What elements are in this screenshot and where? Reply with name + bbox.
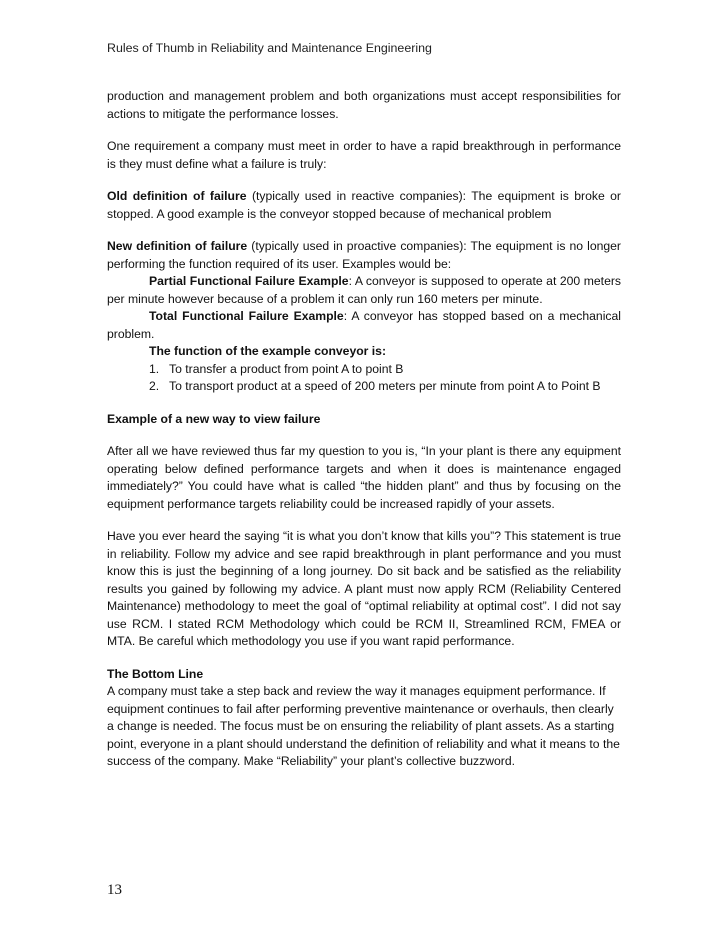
old-definition bbox=[107, 188, 621, 223]
total-failure-label: Total Functional Failure Example bbox=[149, 309, 344, 323]
paragraph-requirement: One requirement a company must meet in order to have a rapid breakthrough in performance is they must define what a failure is truly: bbox=[107, 139, 621, 171]
list-item-number: 2. bbox=[149, 379, 160, 393]
partial-failure-example bbox=[107, 273, 621, 308]
example-heading: Example of a new way to view failure bbox=[107, 411, 321, 426]
bottom-line-text: A company must take a step back and review the way it manages equipment performance. If equipment continues to fail after performing preventive maintenance or overhauls, then clearly a change is needed. The focus must be on ensuring the reliability of plant assets. As a starting point, everyone in a plant should understand the definition of reliability and what it means to the success of the company. Make “Reliability” your plant’s collective buzzword. bbox=[107, 684, 620, 768]
list-item-number: 1. bbox=[149, 361, 160, 376]
list-item bbox=[149, 361, 621, 379]
new-definition bbox=[107, 238, 621, 273]
page-number: 13 bbox=[107, 882, 122, 898]
total-failure-text: : A conveyor has stopped based on a mechanical problem. bbox=[107, 309, 621, 341]
partial-failure-label: Partial Functional Failure Example bbox=[149, 274, 349, 288]
bottom-line-heading: The Bottom Line bbox=[107, 666, 204, 681]
old-definition-text: (typically used in reactive companies): The equipment is broke or stopped. A good example is the conveyor stopped because of mechanical problem bbox=[107, 189, 621, 221]
new-definition-label: New definition of failure bbox=[107, 239, 248, 253]
paragraph-saying: Have you ever heard the saying “it is what you don’t know that kills you”? This statement is true in reliability. Follow my advice and see rapid breakthrough in plant performance and you must know this is just the beginning of a long journey. Do sit back and be satisfied as the reliability results you gained by following my advice. A plant must now apply RCM (Reliability Centered Maintenance) methodology to meet the goal of “optimal reliability at optimal cost”. I did not say use RCM. I stated RCM Methodology which could be RCM II, Streamlined RCM, FMEA or MTA. Be careful which methodology you use if you want rapid performance. bbox=[107, 529, 621, 648]
body-text bbox=[107, 88, 621, 786]
old-definition-label: Old definition of failure bbox=[107, 189, 247, 203]
paragraph-continuation: production and management problem and both organizations must accept responsibilities for actions to mitigate the performance losses. bbox=[107, 89, 621, 121]
list-item bbox=[149, 378, 621, 396]
list-item-text: To transfer a product from point A to point B bbox=[169, 361, 404, 376]
partial-failure-text: : A conveyor is supposed to operate at 200 meters per minute however because of a problem it can only run 160 meters per minute. bbox=[107, 274, 621, 306]
paragraph-question: After all we have reviewed thus far my question to you is, “In your plant is there any equipment operating below defined performance targets and when it does is maintenance engaged immediately?” You could have what is called “the hidden plant” and thus by focusing on the equipment performance targets reliability could be increased rapidly of your assets. bbox=[107, 444, 621, 511]
function-heading bbox=[107, 343, 621, 361]
total-failure-example bbox=[107, 308, 621, 343]
function-heading-label: The function of the example conveyor is: bbox=[149, 344, 387, 358]
new-definition-text: (typically used in proactive companies): The equipment is no longer performing the function required of its user. Examples would be: bbox=[107, 239, 621, 271]
list-item-text: To transport product at a speed of 200 meters per minute from point A to Point B bbox=[169, 379, 601, 393]
running-header: Rules of Thumb in Reliability and Maintenance Engineering bbox=[107, 41, 432, 55]
function-list bbox=[107, 361, 621, 396]
